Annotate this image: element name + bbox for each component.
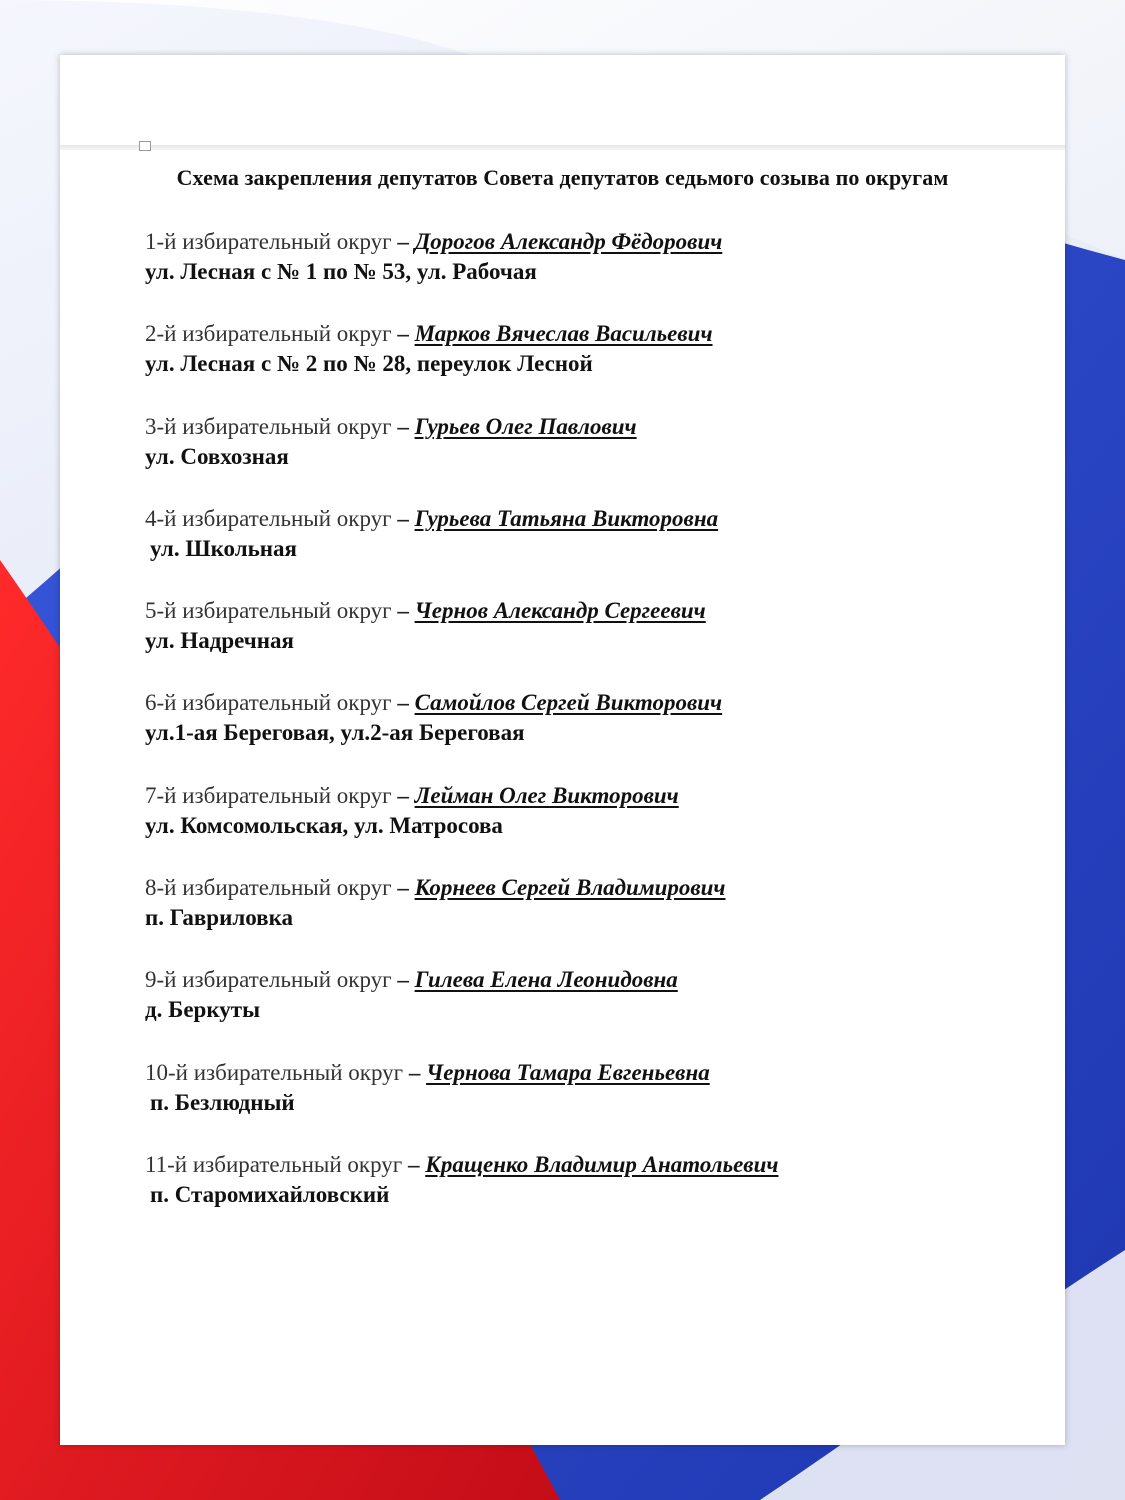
district-dash: – — [397, 229, 409, 254]
district-dash: – — [397, 505, 409, 531]
district-label: 11-й избирательный округ — [145, 1151, 403, 1177]
deputy-name: Гилева Елена Леонидовна — [414, 967, 678, 993]
district-heading — [145, 965, 1025, 995]
district-dash: – — [397, 598, 409, 624]
district-item — [145, 781, 1025, 873]
district-heading — [145, 412, 1025, 442]
district-streets: ул. Лесная с № 1 по № 53, ул. Рабочая — [145, 259, 537, 284]
district-list — [145, 227, 1025, 1242]
district-label: 10-й избирательный округ — [145, 1059, 404, 1085]
district-item — [145, 504, 1025, 596]
deputy-name: Марков Вячеслав Васильевич — [414, 321, 713, 347]
district-item — [145, 1150, 1025, 1242]
district-streets: ул. Школьная — [150, 535, 297, 561]
district-heading — [145, 227, 1025, 257]
document-page — [60, 55, 1065, 1445]
district-heading — [145, 596, 1025, 626]
district-label: 7-й избирательный округ — [145, 782, 392, 808]
district-item — [145, 1058, 1025, 1150]
district-dash: – — [408, 1059, 421, 1085]
district-heading — [145, 1058, 1025, 1088]
district-dash: – — [397, 690, 409, 716]
deputy-name: Лейман Олег Викторович — [414, 782, 679, 808]
district-heading — [145, 1150, 1025, 1180]
district-heading — [145, 688, 1025, 718]
district-label: 2-й избирательный округ — [145, 321, 392, 347]
header-divider — [60, 145, 1065, 150]
deputy-name: Чернова Тамара Евгеньевна — [426, 1059, 710, 1085]
district-streets: ул.1-ая Береговая, ул.2-ая Береговая — [145, 720, 525, 746]
district-streets: п. Старомихайловский — [150, 1181, 390, 1207]
district-dash: – — [397, 782, 409, 808]
district-streets: п. Безлюдный — [150, 1089, 295, 1115]
district-heading — [145, 504, 1025, 534]
district-dash: – — [397, 321, 409, 347]
district-item — [145, 412, 1025, 504]
district-heading — [145, 781, 1025, 811]
district-label: 9-й избирательный округ — [145, 967, 392, 993]
deputy-name: Чернов Александр Сергеевич — [414, 598, 706, 624]
deputy-name: Самойлов Сергей Викторович — [414, 690, 723, 716]
district-dash: – — [407, 1151, 420, 1177]
deputy-name: Гурьев Олег Павлович — [414, 413, 637, 439]
district-label: 4-й избирательный округ — [145, 505, 392, 531]
deputy-name: Кращенко Владимир Анатольевич — [425, 1151, 779, 1177]
deputy-name: Дорогов Александр Фёдорович — [414, 229, 723, 254]
district-streets: ул. Комсомольская, ул. Матросова — [145, 812, 503, 838]
district-label: 6-й избирательный округ — [145, 690, 392, 716]
district-item — [145, 596, 1025, 688]
district-streets: ул. Надречная — [145, 628, 294, 654]
district-item — [145, 319, 1025, 411]
district-dash: – — [397, 967, 409, 993]
page-anchor-icon — [139, 141, 151, 151]
district-label: 5-й избирательный округ — [145, 598, 392, 624]
deputy-name: Корнеев Сергей Владимирович — [414, 875, 726, 901]
district-item — [145, 965, 1025, 1057]
district-streets: п. Гавриловка — [145, 905, 293, 931]
district-label: 8-й избирательный округ — [145, 875, 392, 901]
district-item — [145, 873, 1025, 965]
district-streets: ул. Совхозная — [145, 443, 289, 469]
district-item — [145, 688, 1025, 780]
document-title: Схема закрепления депутатов Совета депутатов седьмого созыва по округам — [176, 165, 949, 190]
district-label: 3-й избирательный округ — [145, 413, 392, 439]
district-heading — [145, 873, 1025, 903]
district-item — [145, 227, 1025, 319]
district-heading — [145, 319, 1025, 349]
page-header-area — [60, 55, 1065, 145]
district-dash: – — [397, 875, 409, 901]
district-streets: д. Беркуты — [145, 997, 261, 1023]
district-dash: – — [397, 413, 409, 439]
district-label: 1-й избирательный округ — [145, 229, 392, 254]
district-streets: ул. Лесная с № 2 по № 28, переулок Лесной — [145, 351, 593, 377]
deputy-name: Гурьева Татьяна Викторовна — [414, 505, 719, 531]
